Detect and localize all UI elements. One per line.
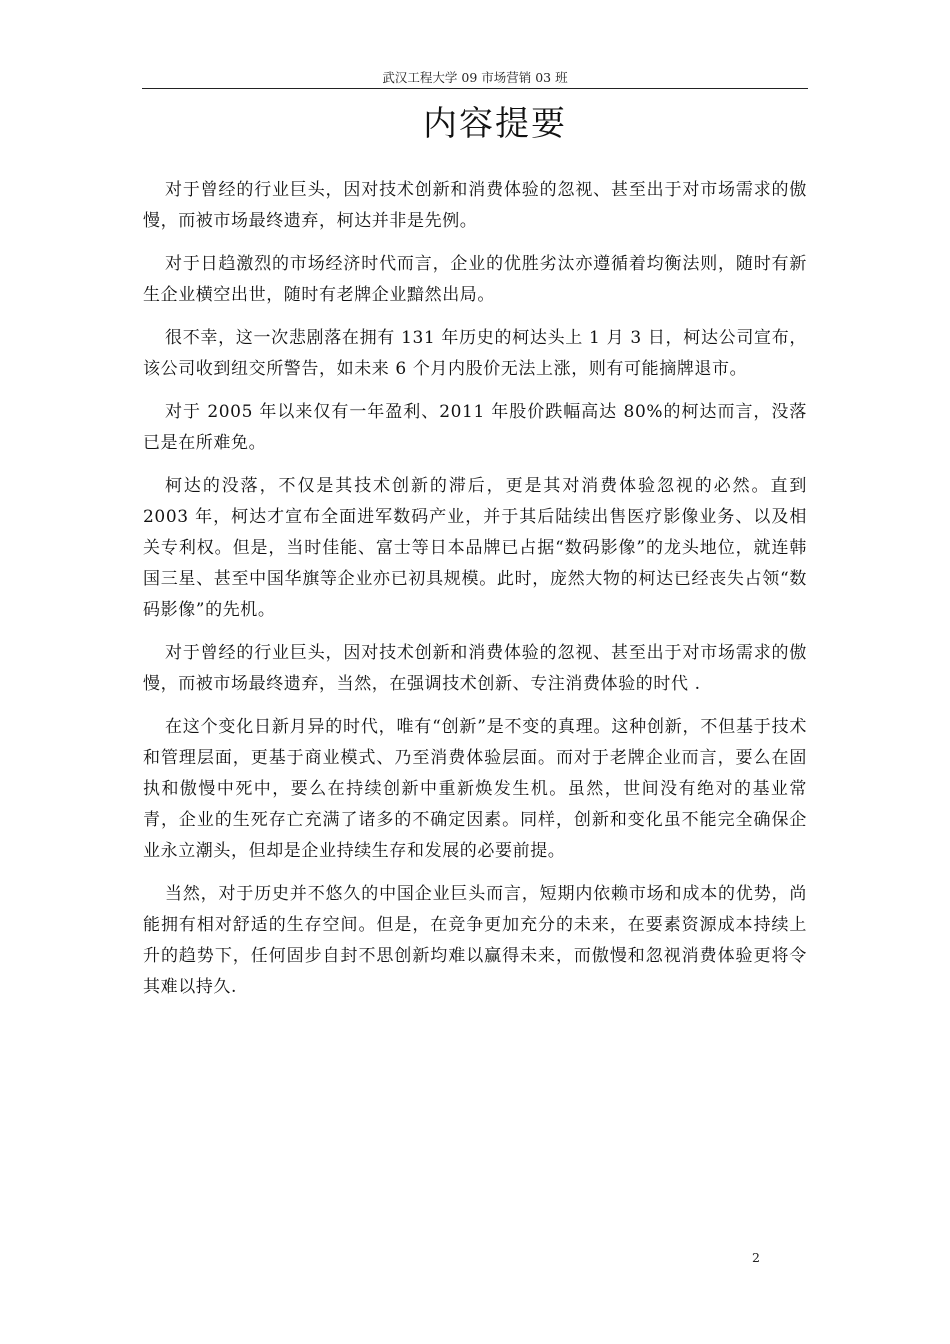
paragraph: 柯达的没落，不仅是其技术创新的滞后，更是其对消费体验忽视的必然。直到 2003 年，柯达才宣布全面进军数码产业，并于其后陆续出售医疗影像业务、以及相关专利权。但是，当时佳能、富士等日本品牌已占据“数码影像”的龙头地位，就连韩国三星、甚至中国华旗等企业亦已初具规模。此时，庞然大物的柯达已经丧失占领“数码影像”的先机。	[143, 476, 807, 620]
document-body	[143, 175, 807, 1015]
paragraph: 很不幸，这一次悲剧落在拥有 131 年历史的柯达头上 1 月 3 日，柯达公司宣布，该公司收到纽交所警告，如未来 6 个月内股价无法上涨，则有可能摘牌退市。	[143, 328, 807, 379]
paragraph: 当然，对于历史并不悠久的中国企业巨头而言，短期内依赖市场和成本的优势，尚能拥有相对舒适的生存空间。但是，在竞争更加充分的未来，在要素资源成本持续上升的趋势下，任何固步自封不思创新均难以赢得未来，而傲慢和忽视消费体验更将令其难以持久.	[143, 884, 807, 997]
paragraph: 对于 2005 年以来仅有一年盈利、2011 年股价跌幅高达 80%的柯达而言，没落已是在所难免。	[143, 402, 807, 453]
header-rule	[142, 88, 808, 89]
page-number: 2	[752, 1250, 760, 1265]
running-header: 武汉工程大学 09 市场营销 03 班	[382, 70, 568, 85]
paragraph: 对于曾经的行业巨头，因对技术创新和消费体验的忽视、甚至出于对市场需求的傲慢，而被市场最终遗弃，当然，在强调技术创新、专注消费体验的时代 .	[143, 643, 807, 694]
paragraph: 对于日趋激烈的市场经济时代而言，企业的优胜劣汰亦遵循着均衡法则，随时有新生企业横空出世，随时有老牌企业黯然出局。	[143, 254, 807, 305]
paragraph: 对于曾经的行业巨头，因对技术创新和消费体验的忽视、甚至出于对市场需求的傲慢，而被市场最终遗弃，柯达并非是先例。	[143, 180, 807, 231]
page-title: 内容提要	[423, 104, 567, 144]
paragraph: 在这个变化日新月异的时代，唯有“创新”是不变的真理。这种创新，不但基于技术和管理层面，更基于商业模式、乃至消费体验层面。而对于老牌企业而言，要么在固执和傲慢中死中，要么在持续创新中重新焕发生机。虽然，世间没有绝对的基业常青，企业的生死存亡充满了诸多的不确定因素。同样，创新和变化虽不能完全确保企业永立潮头，但却是企业持续生存和发展的必要前提。	[143, 717, 807, 861]
